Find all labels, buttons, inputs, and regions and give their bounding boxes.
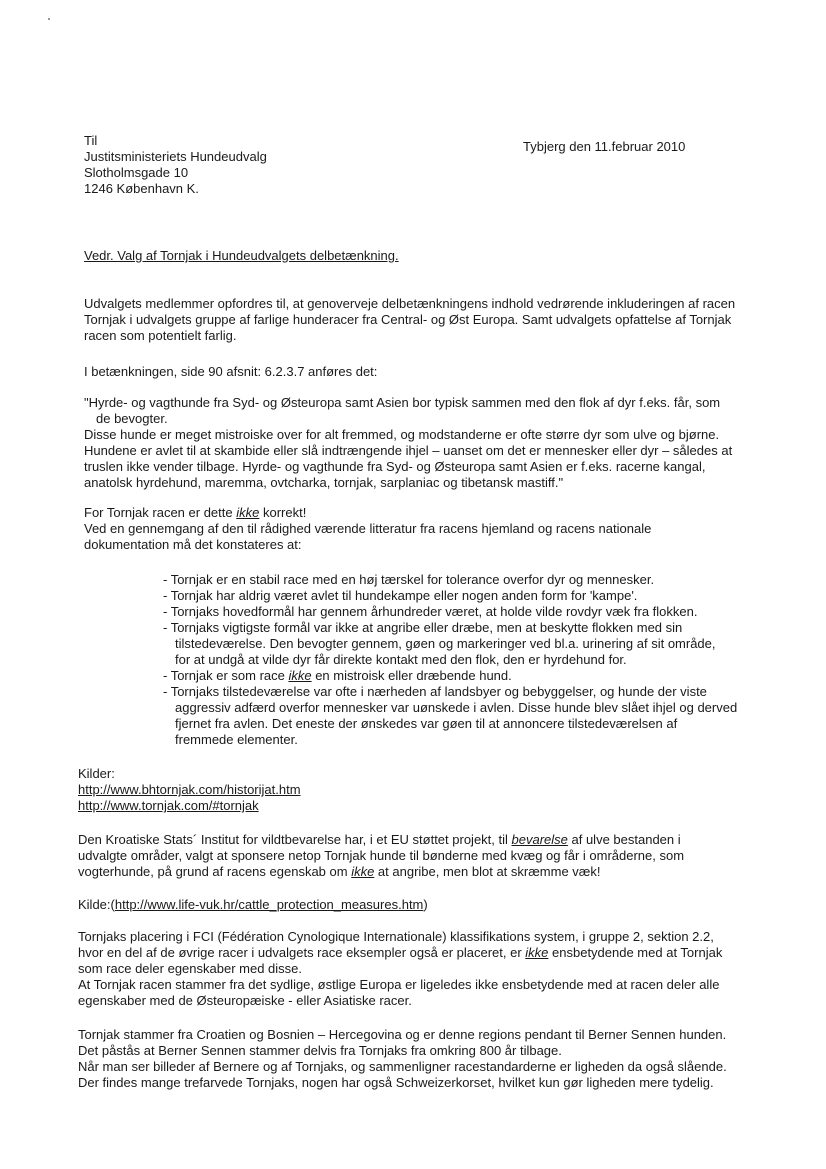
claim-paragraph bbox=[84, 505, 651, 553]
emphasis-ikke: ikke bbox=[288, 668, 312, 683]
recipient-line: Slotholmsgade 10 bbox=[84, 165, 189, 180]
recipient-address bbox=[84, 133, 267, 197]
fci-line: hvor en del af de øvrige racer i udvalgets race eksempler også er placeret, er ikke ensbetydende med at Tornjak bbox=[78, 945, 723, 960]
origin-line: Tornjak stammer fra Croatien og Bosnien – Hercegovina og er denne regions pendant til Berner Sennen hunden. bbox=[78, 1027, 727, 1042]
intro-line: Tornjak i udvalgets gruppe af farlige hunderacer fra Central- og Øst Europa. Samt udvalgets opfattelse af Tornjak bbox=[84, 312, 732, 327]
source2-line: Kilde:(http://www.life-vuk.hr/cattle_protection_measures.htm) bbox=[78, 897, 428, 912]
quote-line: de bevogter. bbox=[96, 411, 168, 426]
quote-paragraph bbox=[84, 395, 732, 491]
fci-line: At Tornjak racen stammer fra det sydlige, østlige Europa er ligeledes ikke ensbetydende med at racen deler alle bbox=[78, 977, 720, 992]
origin-line: Når man ser billeder af Bernere og af Tornjaks, og sammenligner racestandarderne er ligheden da også slående. bbox=[78, 1059, 727, 1074]
origin-paragraph bbox=[78, 1027, 727, 1091]
croatia-line: vogterhunde, på grund af racens egenskab om ikke at angribe, men blot at skræmme væk! bbox=[78, 864, 601, 879]
origin-line: Der findes mange trefarvede Tornjaks, nogen har også Schweizerkorset, hvilket kun gør ligheden mere tydelig. bbox=[78, 1075, 714, 1090]
emphasis-ikke: ikke bbox=[351, 864, 375, 879]
fci-paragraph bbox=[78, 929, 722, 1009]
bullet-item: - Tornjaks hovedformål har gennem århundreder været, at holde vilde rovdyr væk fra flokken. bbox=[163, 604, 698, 619]
recipient-line: Til bbox=[84, 133, 98, 148]
dateline: Tybjerg den 11.februar 2010 bbox=[523, 139, 686, 154]
sources-label: Kilder: bbox=[78, 766, 115, 781]
intro-paragraph bbox=[84, 296, 735, 344]
fci-line: som race deler egenskaber med disse. bbox=[78, 961, 303, 976]
bullet-list bbox=[163, 572, 737, 748]
bullet-continuation: for at undgå at vilde dyr får direkte kontakt med den flok, den er hyrdehund for. bbox=[175, 652, 627, 667]
sources-block bbox=[78, 766, 301, 814]
intro-line: racen som potentielt farlig. bbox=[84, 328, 237, 343]
origin-line: Det påstås at Berner Sennen stammer delvis fra Tornjaks fra omkring 800 år tilbage. bbox=[78, 1043, 562, 1058]
bullet-item: - Tornjak er som race ikke en mistroisk eller dræbende hund. bbox=[163, 668, 512, 683]
source-link-tornjak[interactable]: http://www.tornjak.com/#tornjak bbox=[78, 798, 259, 813]
quote-line: Disse hunde er meget mistroiske over for alt fremmed, og modstanderne er ofte større dyr som ulve og bjørne. bbox=[84, 427, 720, 442]
croatia-paragraph bbox=[78, 832, 684, 880]
emphasis-ikke: ikke bbox=[525, 945, 549, 960]
bullet-continuation: aggressiv adfærd overfor mennesker var uønskede i avlen. Disse hunde blev slået ihjel og derved bbox=[175, 700, 738, 715]
claim-line: dokumentation må det konstateres at: bbox=[84, 537, 302, 552]
bullet-item: - Tornjak er en stabil race med en høj tærskel for tolerance overfor dyr og mennesker. bbox=[163, 572, 655, 587]
emphasis-bevarelse: bevarelse bbox=[511, 832, 568, 847]
bullet-continuation: tilstedeværelse. Den bevogter gennem, gøen og markeringer ved bl.a. urinering af sit område, bbox=[175, 636, 716, 651]
bullet-continuation: fjernet fra avlen. Det eneste der ønskedes var gøen til at annoncere tilstedeværelsen af bbox=[175, 716, 678, 731]
subject-line: Vedr. Valg af Tornjak i Hundeudvalgets delbetænkning. bbox=[84, 248, 399, 263]
claim-heading: For Tornjak racen er dette ikke korrekt! bbox=[84, 505, 307, 520]
croatia-line: udvalgte områder, valgt at sponsere netop Tornjak hunde til bønderne med kvæg og får i områderne, som bbox=[78, 848, 685, 863]
claim-line: Ved en gennemgang af den til rådighed værende litteratur fra racens hjemland og racens nationale bbox=[84, 521, 652, 536]
quote-line: "Hyrde- og vagthunde fra Syd- og Østeuropa samt Asien bor typisk sammen med den flok af dyr f.eks. får, som bbox=[84, 395, 721, 410]
bullet-continuation: fremmede elementer. bbox=[175, 732, 298, 747]
quote-line: truslen ikke vender tilbage. Hyrde- og vagthunde fra Syd- og Østeuropa samt Asien er f.eks. racerne kangal, bbox=[84, 459, 706, 474]
source-link-bhtornjak[interactable]: http://www.bhtornjak.com/historijat.htm bbox=[78, 782, 301, 797]
bullet-item: - Tornjaks vigtigste formål var ikke at angribe eller dræbe, men at beskytte flokken med sin bbox=[163, 620, 683, 635]
scan-speck bbox=[48, 18, 50, 20]
croatia-line: Den Kroatiske Stats´ Institut for vildtbevarelse har, i et EU støttet projekt, til bevarelse af ulve bestanden i bbox=[78, 832, 681, 847]
reference-line: I betænkningen, side 90 afsnit: 6.2.3.7 anføres det: bbox=[84, 364, 378, 379]
source-link-life-vuk[interactable]: http://www.life-vuk.hr/cattle_protection_measures.htm bbox=[114, 897, 424, 912]
fci-line: egenskaber med de Østeuropæiske - eller Asiatiske racer. bbox=[78, 993, 412, 1008]
recipient-line: Justitsministeriets Hundeudvalg bbox=[84, 149, 267, 164]
quote-line: Hundene er avlet til at skambide eller slå indtrængende ihjel – uanset om det er mennesker eller dyr – således at bbox=[84, 443, 733, 458]
emphasis-ikke: ikke bbox=[236, 505, 260, 520]
recipient-line: 1246 København K. bbox=[84, 181, 199, 196]
bullet-item: - Tornjak har aldrig været avlet til hundekampe eller nogen anden form for 'kampe'. bbox=[163, 588, 638, 603]
intro-line: Udvalgets medlemmer opfordres til, at genoverveje delbetænkningens indhold vedrørende inkluderingen af racen bbox=[84, 296, 736, 311]
fci-line: Tornjaks placering i FCI (Fédération Cynologique Internationale) klassifikations system, i gruppe 2, sektion 2.2, bbox=[78, 929, 714, 944]
bullet-item: - Tornjaks tilstedeværelse var ofte i nærheden af landsbyer og bebyggelser, og hunde der viste bbox=[163, 684, 707, 699]
quote-line: anatolsk hyrdehund, maremma, ovtcharka, tornjak, sarplaniac og tibetansk mastiff." bbox=[84, 475, 564, 490]
